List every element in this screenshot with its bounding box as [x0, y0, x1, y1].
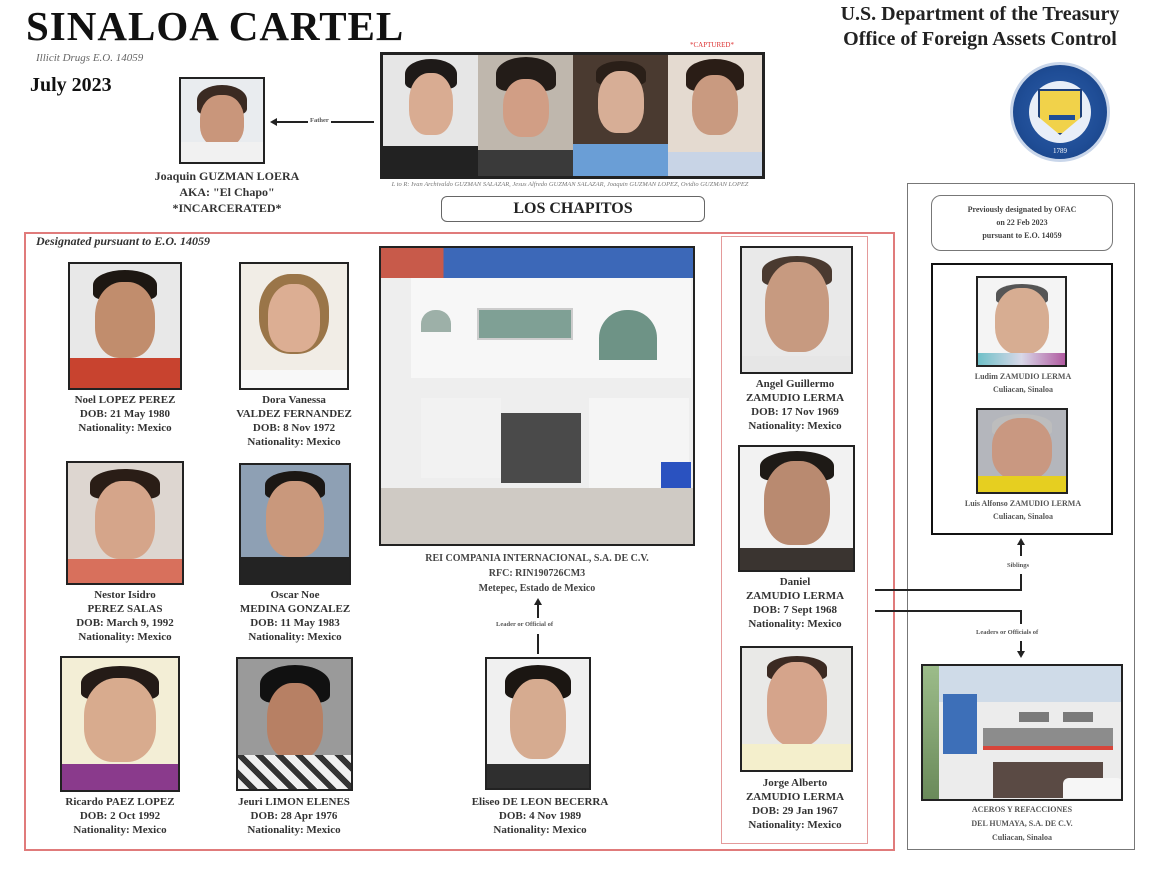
person-name: Ricardo PAEZ LOPEZ [65, 796, 175, 808]
rei-compania-caption [370, 551, 704, 596]
person-caption-jeuri-limon-elenes [219, 795, 369, 837]
aceros-y-refacciones-caption [921, 803, 1123, 845]
person-nationality: Nationality: Mexico [248, 631, 342, 643]
person-name-first: Dora Vanessa [262, 394, 326, 406]
el-chapo-photo [179, 77, 265, 164]
siblings-connector-horizontal [875, 589, 1022, 591]
agency-name [805, 2, 1155, 52]
note-line-3: pursuant to E.O. 14059 [982, 231, 1062, 240]
person-nationality: Nationality: Mexico [247, 436, 341, 448]
person-dob: DOB: 7 Sept 1968 [752, 604, 838, 616]
chapito-photo-4 [668, 55, 762, 176]
person-name-last: VALDEZ FERNANDEZ [236, 408, 352, 420]
person-photo-eliseo-de-leon-becerra [485, 657, 591, 790]
person-photo-nestor-isidro-perez-salas [66, 461, 184, 585]
person-nationality: Nationality: Mexico [78, 631, 172, 643]
person-caption-noel-lopez-perez [50, 393, 200, 435]
leaders-connector-upper [1020, 610, 1022, 624]
person-nationality: Nationality: Mexico [748, 618, 842, 630]
person-location: Culiacan, Sinaloa [992, 512, 1053, 521]
person-caption-oscar-noe-medina-gonzalez [220, 588, 370, 644]
person-caption-luis-alfonso-zamudio-lerma [935, 497, 1111, 523]
person-dob: DOB: 8 Nov 1972 [252, 422, 336, 434]
agency-line-1: U.S. Department of the Treasury [840, 3, 1120, 25]
los-chapitos-caption: L to R: Ivan Archivaldo GUZMAN SALAZAR, Jesus Alfredo GUZMAN SALAZAR, Joaquin GUZMAN LOPEZ, Ovidio GUZMAN LOPEZ [391, 181, 749, 188]
page-title: SINALOA CARTEL [26, 3, 405, 49]
person-nationality: Nationality: Mexico [493, 824, 587, 836]
person-photo-jorge-alberto-zamudio-lerma [740, 646, 853, 772]
person-photo-daniel-zamudio-lerma [738, 445, 855, 572]
siblings-connector-upper [1020, 544, 1022, 556]
person-dob: DOB: 21 May 1980 [79, 408, 171, 420]
note-line-2: on 22 Feb 2023 [996, 218, 1048, 227]
aceros-location: Culiacan, Sinaloa [991, 833, 1052, 842]
treasury-seal-icon [1010, 62, 1110, 162]
person-photo-dora-vanessa-valdez-fernandez [239, 262, 349, 390]
person-photo-ricardo-paez-lopez [60, 656, 180, 792]
previously-designated-note [931, 195, 1113, 251]
chapito-photo-3 [573, 55, 668, 176]
person-caption-angel-guillermo-zamudio-lerma [725, 377, 865, 433]
person-dob: DOB: 11 May 1983 [250, 617, 340, 629]
person-name-last: ZAMUDIO LERMA [745, 791, 845, 803]
person-name-last: ZAMUDIO LERMA [745, 590, 845, 602]
person-caption-dora-vanessa-valdez-fernandez [219, 393, 369, 449]
leaders-connector-horizontal [875, 610, 1022, 612]
person-name-first: Nestor Isidro [94, 589, 156, 601]
person-nationality: Nationality: Mexico [247, 824, 341, 836]
aceros-y-refacciones-building-photo [921, 664, 1123, 801]
arrow-up-icon [534, 598, 542, 605]
captured-label: *CAPTURED* [690, 41, 734, 49]
note-line-1: Previously designated by OFAC [967, 205, 1077, 214]
person-dob: DOB: 4 Nov 1989 [498, 810, 582, 822]
el-chapo-name: Joaquin GUZMAN LOERA [154, 169, 300, 183]
el-chapo-caption [132, 168, 322, 216]
arrow-down-icon [1017, 651, 1025, 658]
person-dob: DOB: March 9, 1992 [76, 617, 174, 629]
los-chapitos-label: LOS CHAPITOS [441, 196, 705, 222]
person-photo-noel-lopez-perez [68, 262, 182, 390]
person-dob: DOB: 28 Apr 1976 [250, 810, 338, 822]
person-name: Jeuri LIMON ELENES [238, 796, 350, 808]
person-name: Noel LOPEZ PEREZ [74, 394, 176, 406]
seal-year: 1789 [1053, 147, 1067, 155]
person-photo-oscar-noe-medina-gonzalez [239, 463, 351, 585]
leaders-or-officials-label: Leaders or Officials of [976, 629, 1039, 636]
leader-or-official-label: Leader or Official of [496, 621, 553, 628]
person-caption-daniel-zamudio-lerma [725, 575, 865, 631]
person-dob: DOB: 17 Nov 1969 [751, 406, 839, 418]
person-name-first: Jorge Alberto [762, 777, 828, 789]
person-nationality: Nationality: Mexico [78, 422, 172, 434]
el-chapo-status: *INCARCERATED* [172, 201, 282, 215]
person-caption-nestor-isidro-perez-salas [45, 588, 205, 644]
father-label: Father [310, 117, 329, 124]
designated-section-label: Designated pursuant to E.O. 14059 [36, 234, 211, 248]
person-caption-eliseo-de-leon-becerra [455, 795, 625, 837]
person-photo-jeuri-limon-elenes [236, 657, 353, 791]
arrow-left-icon [270, 118, 277, 126]
agency-line-2: Office of Foreign Assets Control [843, 28, 1117, 50]
person-nationality: Nationality: Mexico [748, 420, 842, 432]
person-nationality: Nationality: Mexico [748, 819, 842, 831]
person-name: Eliseo DE LEON BECERRA [471, 796, 609, 808]
person-dob: DOB: 2 Oct 1992 [79, 810, 161, 822]
person-name-first: Oscar Noe [270, 589, 320, 601]
aceros-name-line-2: DEL HUMAYA, S.A. DE C.V. [971, 819, 1073, 828]
person-location: Culiacan, Sinaloa [992, 385, 1053, 394]
rei-compania-location: Metepec, Estado de Mexico [478, 583, 596, 594]
person-caption-jorge-alberto-zamudio-lerma [725, 776, 865, 832]
person-name-first: Daniel [779, 576, 811, 588]
chapito-photo-1 [383, 55, 478, 176]
aceros-name-line-1: ACEROS Y REFACCIONES [971, 805, 1073, 814]
date-label: July 2023 [30, 74, 112, 96]
los-chapitos-photo-strip [380, 52, 765, 179]
rei-compania-rfc: RFC: RIN190726CM3 [488, 568, 586, 579]
rei-compania-building-photo [379, 246, 695, 546]
person-nationality: Nationality: Mexico [73, 824, 167, 836]
person-caption-ricardo-paez-lopez [45, 795, 195, 837]
chapito-photo-2 [478, 55, 573, 176]
el-chapo-aka: AKA: "El Chapo" [179, 185, 275, 199]
eo-subtitle: Illicit Drugs E.O. 14059 [36, 52, 144, 64]
person-name: Ludim ZAMUDIO LERMA [974, 372, 1072, 381]
person-name-last: MEDINA GONZALEZ [239, 603, 351, 615]
rei-compania-name: REI COMPANIA INTERNACIONAL, S.A. DE C.V. [425, 553, 649, 564]
siblings-connector-lower [1020, 574, 1022, 590]
person-name: Luis Alfonso ZAMUDIO LERMA [964, 499, 1082, 508]
person-name-last: ZAMUDIO LERMA [745, 392, 845, 404]
person-name-first: Angel Guillermo [755, 378, 835, 390]
person-dob: DOB: 29 Jan 1967 [752, 805, 838, 817]
person-photo-angel-guillermo-zamudio-lerma [740, 246, 853, 374]
person-photo-luis-alfonso-zamudio-lerma [976, 408, 1068, 494]
leader-connector-upper [537, 604, 539, 618]
person-caption-ludim-zamudio-lerma [940, 370, 1106, 396]
siblings-label: Siblings [1007, 562, 1030, 569]
person-name-last: PEREZ SALAS [87, 603, 163, 615]
leader-connector-lower [537, 634, 539, 654]
person-photo-ludim-zamudio-lerma [976, 276, 1067, 367]
